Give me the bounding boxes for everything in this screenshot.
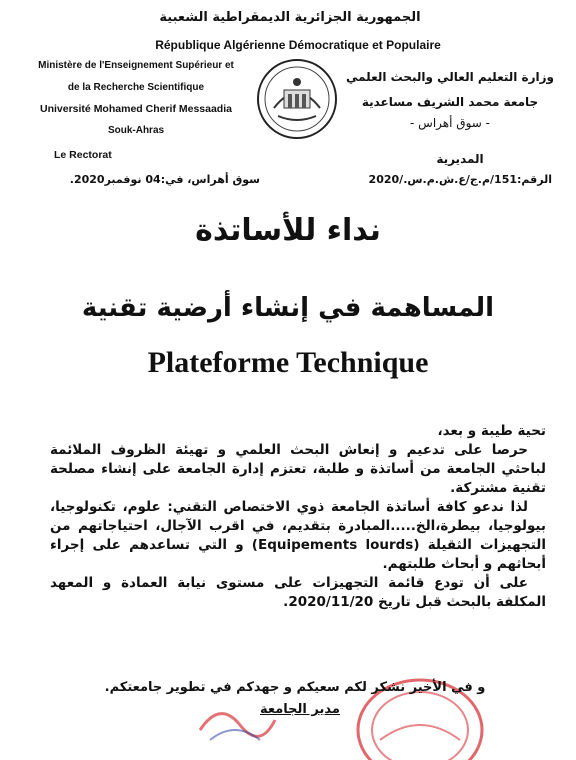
document-title: نداء للأساتذة — [195, 213, 381, 248]
city-fr: Souk-Ahras — [107, 125, 165, 136]
university-logo-icon — [256, 58, 338, 140]
city-ar: - سوق أهراس - — [410, 116, 490, 130]
ministry-fr-line2: de la Recherche Scientifique — [67, 82, 205, 93]
paragraph-2: لذا ندعو كافة أساتذة الجامعة ذوي الاختصاص التقني: علوم، تكنولوجيا، بيولوجيا، بيطرة،الخ.....المبادرة بتقديم، في اقرب الآجال، احتياجاتهم من التجهيزات الثقيلة (Equipements lourds) و التي تساعدهم على إجراء أبحاثهم و أبحاث طلبتهم. — [50, 499, 546, 572]
signature-stamp-icon — [190, 690, 280, 750]
rectorat-label: Le Rectorat — [54, 149, 112, 161]
closing-line: و في الأخير نشكر لكم سعيكم و جهدكم في تطوير جامعتكم. — [104, 680, 486, 695]
paragraph-3: على أن تودع قائمة التجهيزات على مستوى نيابة العمادة و المعهد المكلفة بالبحث قبل تاريخ 2020/11/20. — [50, 575, 546, 610]
header-country-ar: الجمهورية الجزائرية الديمقراطية الشعبية — [159, 10, 421, 25]
directorate-label: المديرية — [436, 152, 484, 166]
letter-body — [50, 422, 546, 612]
subject-ar: المساهمة في إنشاء أرضية تقنية — [81, 293, 495, 323]
greeting: تحية طيبة و بعد، — [437, 423, 546, 439]
ministry-fr-line1: Ministère de l'Enseignement Supérieur et — [38, 60, 234, 71]
university-fr: Université Mohamed Cherif Messaadia — [40, 103, 232, 115]
reference-number: الرقم:151/م.ج/ع.ش.م.س./2020 — [368, 173, 552, 186]
place-date: سوق أهراس، في:04 نوفمبر2020. — [69, 173, 260, 186]
paragraph-1: حرصا على تدعيم و إنعاش البحث العلمي و تهيئة الظروف الملائمة لباحثي الجامعة من أساتذة و طلبة، تعتزم إدارة الجامعة على إنشاء مصلحة تقنية مشتركة. — [50, 442, 546, 496]
signature-title: مدير الجامعة — [260, 702, 340, 717]
subject-fr: Plateforme Technique — [147, 346, 429, 379]
university-ar: جامعة محمد الشريف مساعدية — [361, 95, 539, 109]
header-country-fr: République Algérienne Démocratique et Populaire — [155, 38, 441, 52]
ministry-ar: وزارة التعليم العالي والبحث العلمي — [345, 70, 555, 84]
